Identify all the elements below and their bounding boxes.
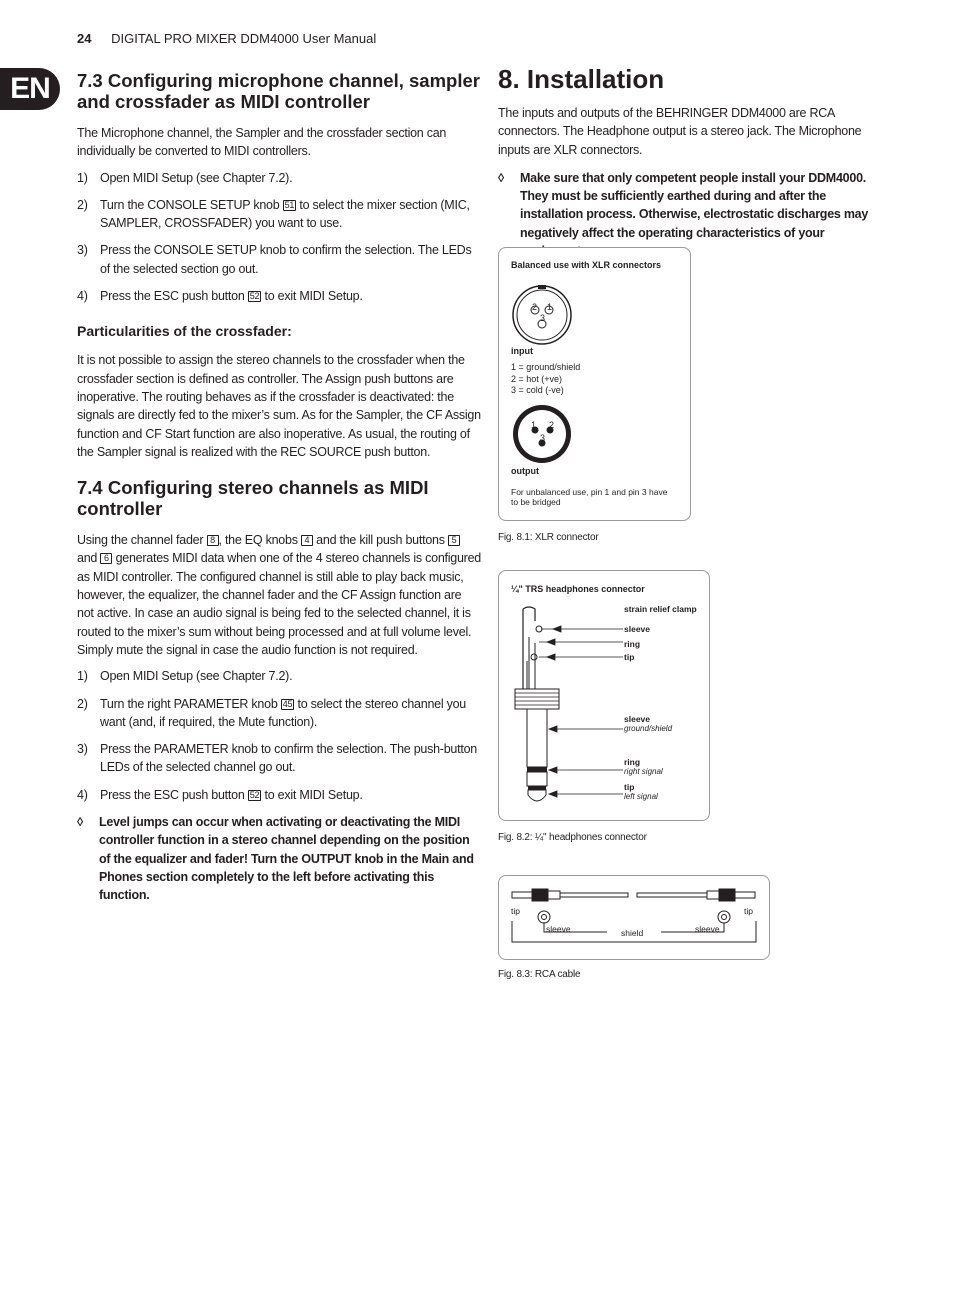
sleeve-sublabel: ground/shield <box>624 724 673 733</box>
pin-label: 2 <box>532 302 538 312</box>
pin-label: 1 <box>547 302 553 312</box>
tip-sublabel: left signal <box>624 792 658 801</box>
trs-plug-icon <box>509 601 629 811</box>
warning-diamond-icon: ◊ <box>77 815 83 830</box>
output-label: output <box>511 466 539 476</box>
pin-description: 1 = ground/shield <box>511 362 581 372</box>
figure-title: ¼" TRS headphones connector <box>511 584 645 594</box>
xlr-connector-figure <box>498 247 691 521</box>
figure-caption: Fig. 8.1: XLR connector <box>498 532 599 543</box>
figure-caption: Fig. 8.3: RCA cable <box>498 969 581 980</box>
input-label: input <box>511 346 533 356</box>
list-item: 1) Open MIDI Setup (see Chapter 7.2). <box>77 669 293 684</box>
control-number-badge: 52 <box>249 789 260 800</box>
list-item: 2) Turn the CONSOLE SETUP knob 51 to select the mixer section (MIC, SAMPLER, CROSSFADER) you want to use. <box>77 197 470 231</box>
sleeve-right-label: sleeve <box>695 924 720 934</box>
section-7-3-intro: The Microphone channel, the Sampler and the crossfader section can individually be converted to MIDI controllers. <box>77 126 447 159</box>
section-7-3-title: 7.3 Configuring microphone channel, sampler and crossfader as MIDI controller <box>77 70 480 112</box>
tip-right-label: tip <box>744 906 753 916</box>
strain-relief-label: strain relief clamp <box>624 604 697 614</box>
manual-title: DIGITAL PRO MIXER DDM4000 User Manual <box>111 31 377 46</box>
trs-connector-figure <box>498 570 710 821</box>
unbalanced-note: For unbalanced use, pin 1 and pin 3 have to be bridged <box>511 487 668 507</box>
tip-label: tip <box>624 782 635 792</box>
section-8-intro: The inputs and outputs of the BEHRINGER DDM4000 are RCA connectors. The Headphone output is a stereo jack. The Microphone inputs are XLR connectors. <box>498 106 862 157</box>
sleeve-terminal-label: sleeve <box>624 624 650 634</box>
ring-label: ring <box>624 757 641 767</box>
section-8-title: 8. Installation <box>498 64 665 94</box>
install-warning: ◊ Make sure that only competent people install your DDM4000. They must be sufficiently earthed during and after the installation process. Otherwise, electrostatic discharges may negatively affect the operating characteristics of your <box>498 169 878 260</box>
list-item: 3) Press the CONSOLE SETUP knob to confirm the selection. The LEDs of the selected section go out. <box>77 243 472 276</box>
list-item: 2) Turn the right PARAMETER knob 45 to select the stereo channel you want (and, if required, the Mute function). <box>77 696 467 729</box>
control-number-badge: 52 <box>249 291 260 302</box>
rca-cable-figure <box>498 875 770 960</box>
warning-diamond-icon: ◊ <box>498 170 504 185</box>
ring-sublabel: right signal <box>624 767 663 776</box>
page-number: 24 <box>77 31 92 46</box>
sleeve-left-label: sleeve <box>546 924 571 934</box>
control-number-badge: 45 <box>282 698 293 709</box>
crossfader-text: It is not possible to assign the stereo channels to the crossfader when the crossfader section is defined as controller. The Assign push buttons are inoperative. The routing behaves as if the crossfader is deactivated: the signals are directly fed to the mixer’s sum. As for the Sampler, the CF Assign function and CF Start function are also inoperative. As usual, the routing of the Sampler signal is realized with the REC SOURCE push button. <box>77 353 481 459</box>
page-header <box>77 31 376 46</box>
control-number-badge: 51 <box>284 199 295 210</box>
left-column <box>77 70 481 905</box>
pin-label: 2 <box>549 420 555 430</box>
list-item: 4) Press the ESC push button 52 to exit MIDI Setup. <box>77 289 363 304</box>
pin-description: 2 = hot (+ve) <box>511 374 563 384</box>
tip-terminal-label: tip <box>624 652 635 662</box>
right-column <box>498 64 878 260</box>
shield-label: shield <box>621 928 644 938</box>
ring-terminal-label: ring <box>624 639 641 649</box>
pin-label: 1 <box>531 420 537 430</box>
sleeve-label: sleeve <box>624 714 650 724</box>
tip-left-label: tip <box>511 906 520 916</box>
section-7-4-steps <box>77 667 481 804</box>
figure-caption: Fig. 8.2: ¼" headphones connector <box>498 832 647 843</box>
section-7-3-steps <box>77 169 481 306</box>
crossfader-subtitle: Particularities of the crossfader: <box>77 323 292 340</box>
section-7-4-title: 7.4 Configuring stereo channels as MIDI controller <box>77 477 429 520</box>
rca-cable-icon <box>499 876 769 959</box>
list-item: 4) Press the ESC push button 52 to exit MIDI Setup. <box>77 787 363 802</box>
midi-warning: ◊ Level jumps can occur when activating or deactivating the MIDI controller function in a stereo channel depending on the position of the equalizer and fader! Turn the OUTPUT knob in the Main and Phones section completely to the left before activating this function. <box>77 813 481 904</box>
list-item: 3) Press the PARAMETER knob to confirm the selection. The push-button LEDs of the selected channel go out. <box>77 742 477 775</box>
pin-label: 3 <box>540 313 546 323</box>
language-tab: EN <box>0 68 60 110</box>
pin-description: 3 = cold (-ve) <box>511 385 564 395</box>
figure-title: Balanced use with XLR connectors <box>511 260 662 270</box>
section-7-4-intro: Using the channel fader 8 , the EQ knobs 4 and the kill push buttons 5 and 6 generates MIDI data when one of the 4 stereo channels is configured as MIDI controller. The configured channel is still able to play back music, however, the equalizer, the channel fader and the CF Assign function are not active. In case an audio signal is being fed to the selected channel, it is routed to the mixer’s sum without being processed and at full volume level. Simply mute the signal in case the audio function is not required. <box>77 533 482 657</box>
list-item: 1) Open MIDI Setup (see Chapter 7.2). <box>77 170 293 185</box>
pin-label: 3 <box>540 433 546 443</box>
